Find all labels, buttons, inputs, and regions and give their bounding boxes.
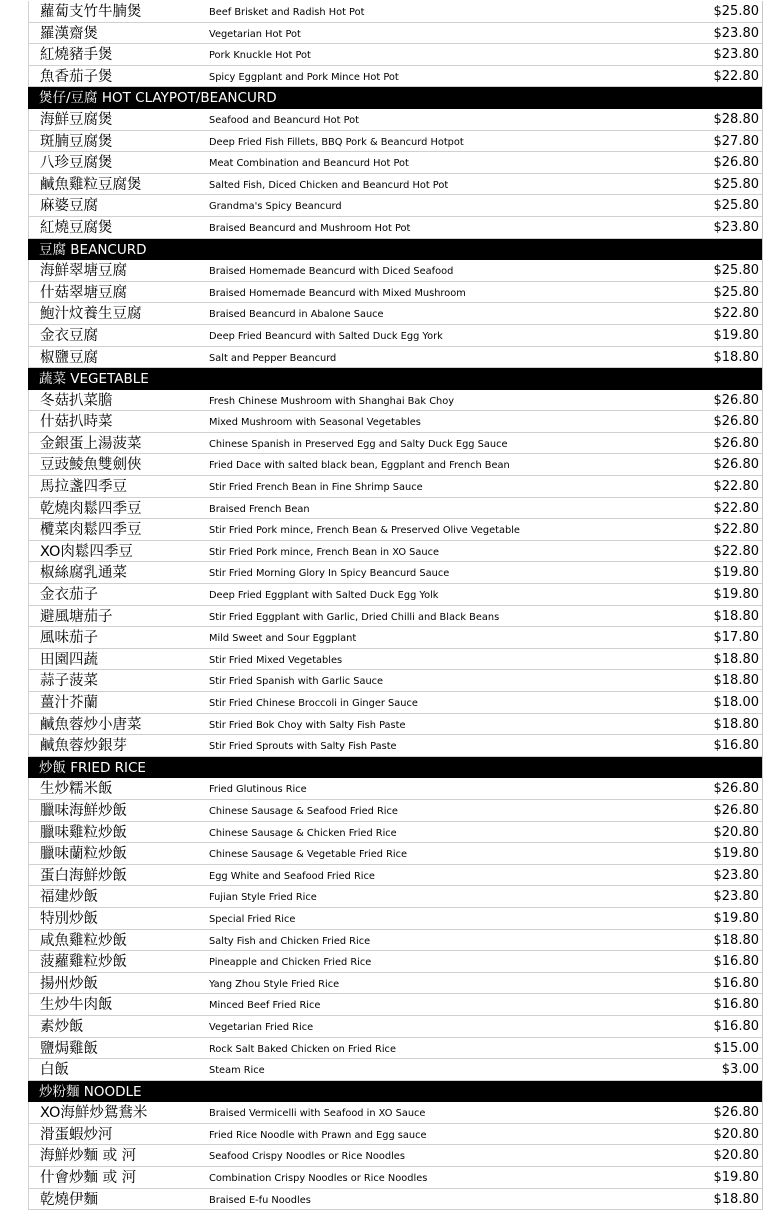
dish-price: $22.80 [713, 500, 759, 516]
menu-item-row [28, 347, 762, 369]
dish-price: $26.80 [713, 414, 759, 430]
dish-chinese-name: 紅燒豆腐煲 [40, 219, 113, 236]
section-title: 豆腐 BEANCURD [39, 241, 147, 258]
menu-item-row [28, 1167, 762, 1189]
dish-english-name: Salty Fish and Chicken Fried Rice [209, 935, 371, 947]
dish-chinese-name: 白飯 [40, 1062, 69, 1079]
dish-price: $26.80 [713, 392, 759, 408]
dish-chinese-name: 什菇扒時菜 [40, 414, 113, 431]
dish-price: $27.80 [713, 133, 759, 149]
dish-chinese-name: 特別炒飯 [40, 910, 98, 927]
dish-chinese-name: 素炒飯 [40, 1018, 84, 1035]
dish-english-name: Pineapple and Chicken Fried Rice [209, 957, 372, 969]
menu-item-row [28, 390, 762, 412]
dish-price: $26.80 [713, 457, 759, 473]
dish-english-name: Rock Salt Baked Chicken on Fried Rice [209, 1043, 396, 1055]
section-title: 炒粉麵 NOODLE [39, 1083, 142, 1100]
menu-item-row [28, 670, 762, 692]
dish-chinese-name: 滑蛋蝦炒河 [40, 1126, 113, 1143]
dish-english-name: Stir Fried Eggplant with Garlic, Dried Chilli and Black Beans [209, 611, 500, 623]
dish-english-name: Braised E-fu Noodles [209, 1194, 311, 1206]
menu-item-row [28, 606, 762, 628]
dish-chinese-name: 咸魚雞粒炒飯 [40, 932, 127, 949]
dish-english-name: Pork Knuckle Hot Pot [209, 50, 311, 62]
dish-price: $18.80 [713, 716, 759, 732]
dish-chinese-name: 金銀蛋上湯菠菜 [40, 435, 142, 452]
dish-chinese-name: 羅漢齋煲 [40, 25, 98, 42]
section-header [28, 1081, 762, 1103]
menu-item-row [28, 627, 762, 649]
dish-chinese-name: 臘味蘭粒炒飯 [40, 846, 127, 863]
dish-chinese-name: 魚香茄子煲 [40, 68, 113, 85]
menu-item-row [28, 411, 762, 433]
dish-chinese-name: 揚州炒飯 [40, 975, 98, 992]
dish-chinese-name: 豆豉鯪魚雙劍俠 [40, 457, 142, 474]
dish-price: $20.80 [713, 1126, 759, 1142]
dish-chinese-name: 蘿蔔支竹牛腩煲 [40, 4, 142, 20]
dish-english-name: Mild Sweet and Sour Eggplant [209, 633, 357, 645]
dish-price: $16.80 [713, 954, 759, 970]
dish-english-name: Seafood and Beancurd Hot Pot [209, 114, 360, 126]
dish-english-name: Stir Fried Pork mince, French Bean in XO Sauce [209, 546, 439, 558]
dish-price: $3.00 [721, 1062, 759, 1078]
dish-price: $22.80 [713, 479, 759, 495]
dish-chinese-name: 斑腩豆腐煲 [40, 133, 113, 150]
dish-chinese-name: 蒜子菠菜 [40, 673, 98, 690]
dish-chinese-name: 鹹魚蓉炒銀芽 [40, 738, 127, 755]
dish-english-name: Fujian Style Fried Rice [209, 892, 317, 904]
dish-chinese-name: 蛋白海鮮炒飯 [40, 867, 127, 884]
dish-price: $28.80 [713, 111, 759, 127]
menu-item-row [28, 908, 762, 930]
menu-item-row [28, 973, 762, 995]
dish-english-name: Stir Fried Spanish with Garlic Sauce [209, 676, 384, 688]
menu-item-row [28, 1, 762, 23]
dish-english-name: Deep Fried Beancurd with Salted Duck Egg York [209, 330, 443, 342]
dish-price: $19.80 [713, 1170, 759, 1186]
dish-chinese-name: 生炒牛肉飯 [40, 997, 113, 1014]
menu-item-row [28, 778, 762, 800]
dish-english-name: Chinese Sausage & Chicken Fried Rice [209, 827, 397, 839]
dish-chinese-name: 海鮮炒麵 或 河 [40, 1148, 137, 1165]
dish-price: $18.80 [713, 651, 759, 667]
menu-item-row [28, 433, 762, 455]
dish-price: $22.80 [713, 543, 759, 559]
menu-item-row [28, 800, 762, 822]
menu-item-row [28, 843, 762, 865]
menu-item-row [28, 325, 762, 347]
menu-item-row [28, 1189, 762, 1210]
section-title: 炒飯 FRIED RICE [39, 759, 146, 776]
menu-item-row [28, 174, 762, 196]
section-title: 蔬菜 VEGETABLE [39, 371, 149, 388]
menu-item-row [28, 584, 762, 606]
menu-item-row [28, 692, 762, 714]
menu-item-row [28, 1038, 762, 1060]
dish-price: $25.80 [713, 198, 759, 214]
dish-english-name: Egg White and Seafood Fried Rice [209, 870, 375, 882]
dish-english-name: Deep Fried Eggplant with Salted Duck Egg Yolk [209, 590, 439, 602]
menu-item-row [28, 1145, 762, 1167]
menu-item-row [28, 152, 762, 174]
dish-price: $26.80 [713, 802, 759, 818]
dish-price: $20.80 [713, 824, 759, 840]
dish-english-name: Stir Fried Chinese Broccoli in Ginger Sauce [209, 698, 418, 709]
dish-english-name: Stir Fried Mixed Vegetables [209, 654, 343, 666]
dish-price: $18.80 [713, 608, 759, 624]
dish-price: $23.80 [713, 867, 759, 883]
menu-item-row [28, 649, 762, 671]
dish-chinese-name: 鹹魚蓉炒小唐菜 [40, 716, 142, 733]
dish-english-name: Grandma's Spicy Beancurd [209, 201, 342, 213]
dish-price: $18.00 [713, 695, 759, 710]
menu-item-row [28, 109, 762, 131]
dish-chinese-name: 鹹魚雞粒豆腐煲 [40, 176, 142, 193]
dish-price: $16.80 [713, 1018, 759, 1034]
dish-price: $23.80 [713, 25, 759, 41]
dish-chinese-name: 福建炒飯 [40, 889, 98, 906]
dish-price: $19.80 [713, 910, 759, 926]
dish-price: $20.80 [713, 1148, 759, 1164]
dish-chinese-name: 海鮮翠塘豆腐 [40, 263, 127, 280]
dish-chinese-name: 椒絲腐乳通菜 [40, 565, 127, 582]
dish-english-name: Special Fried Rice [209, 913, 296, 925]
dish-english-name: Fried Rice Noodle with Prawn and Egg sauce [209, 1129, 427, 1141]
section-header [28, 239, 762, 261]
dish-english-name: Fresh Chinese Mushroom with Shanghai Bak Choy [209, 395, 455, 407]
dish-price: $26.80 [713, 435, 759, 451]
dish-chinese-name: 欖菜肉鬆四季豆 [40, 522, 142, 539]
dish-english-name: Beef Brisket and Radish Hot Pot [209, 7, 365, 18]
menu-item-row [28, 865, 762, 887]
dish-chinese-name: XO肉鬆四季豆 [40, 543, 133, 560]
dish-english-name: Chinese Spanish in Preserved Egg and Salty Duck Egg Sauce [209, 438, 508, 450]
dish-price: $22.80 [713, 68, 759, 84]
dish-chinese-name: 海鮮豆腐煲 [40, 111, 113, 128]
dish-price: $18.80 [713, 1191, 759, 1207]
menu-item-row [28, 498, 762, 520]
dish-price: $26.80 [713, 781, 759, 797]
dish-english-name: Vegetarian Fried Rice [209, 1021, 314, 1033]
dish-english-name: Mixed Mushroom with Seasonal Vegetables [209, 417, 421, 429]
dish-chinese-name: 避風塘茄子 [40, 608, 113, 625]
dish-chinese-name: 冬菇扒菜膽 [40, 392, 113, 409]
menu-item-row [28, 131, 762, 153]
dish-english-name: Braised Homemade Beancurd with Mixed Mushroom [209, 287, 466, 299]
menu-item-row [28, 454, 762, 476]
section-title: 煲仔/豆腐 HOT CLAYPOT/BEANCURD [39, 90, 277, 107]
dish-price: $16.80 [713, 975, 759, 991]
dish-chinese-name: 八珍豆腐煲 [40, 155, 113, 172]
dish-chinese-name: 乾燒肉鬆四季豆 [40, 500, 142, 517]
dish-price: $19.80 [713, 327, 759, 343]
menu-item-row [28, 66, 762, 88]
dish-english-name: Fried Dace with salted black bean, Eggplant and French Bean [209, 460, 510, 472]
menu-item-row [28, 217, 762, 239]
section-header [28, 87, 762, 109]
dish-english-name: Stir Fried Morning Glory In Spicy Beancurd Sauce [209, 568, 450, 580]
dish-chinese-name: 風味茄子 [40, 630, 98, 647]
dish-chinese-name: 金衣豆腐 [40, 327, 98, 344]
dish-english-name: Stir Fried Pork mince, French Bean & Preserved Olive Vegetable [209, 525, 520, 537]
dish-chinese-name: 田園四蔬 [40, 651, 98, 668]
dish-english-name: Fried Glutinous Rice [209, 784, 307, 796]
dish-price: $23.80 [713, 889, 759, 905]
dish-english-name: Chinese Sausage & Seafood Fried Rice [209, 805, 398, 817]
dish-chinese-name: 生炒糯米飯 [40, 781, 113, 798]
dish-english-name: Deep Fried Fish Fillets, BBQ Pork & Beancurd Hotpot [209, 136, 464, 148]
dish-english-name: Braised Homemade Beancurd with Diced Seafood [209, 266, 454, 278]
dish-english-name: Chinese Sausage & Vegetable Fried Rice [209, 849, 408, 861]
section-header [28, 368, 762, 390]
menu-item-row [28, 1016, 762, 1038]
menu-section-fried-rice [28, 757, 762, 1081]
menu-item-row [28, 886, 762, 908]
menu-item-row [28, 1102, 762, 1124]
dish-price: $25.80 [713, 284, 759, 300]
dish-price: $23.80 [713, 47, 759, 63]
dish-chinese-name: 金衣茄子 [40, 587, 98, 604]
dish-english-name: Stir Fried French Bean in Fine Shrimp Sauce [209, 482, 423, 494]
menu-item-row [28, 282, 762, 304]
menu-item-row [28, 1059, 762, 1081]
section-header [28, 757, 762, 779]
dish-chinese-name: 麻婆豆腐 [40, 198, 98, 215]
menu-item-row [28, 562, 762, 584]
menu-item-row [28, 951, 762, 973]
dish-price: $22.80 [713, 306, 759, 322]
dish-chinese-name: 什菇翠塘豆腐 [40, 284, 127, 301]
dish-price: $18.80 [713, 932, 759, 948]
dish-english-name: Braised Beancurd in Abalone Sauce [209, 309, 384, 321]
menu-item-row [28, 822, 762, 844]
menu-item-row [28, 476, 762, 498]
dish-english-name: Braised Beancurd and Mushroom Hot Pot [209, 222, 411, 234]
dish-price: $16.80 [713, 738, 759, 754]
dish-english-name: Steam Rice [209, 1065, 265, 1077]
dish-price: $22.80 [713, 522, 759, 538]
dish-chinese-name: 馬拉盞四季豆 [40, 479, 127, 496]
dish-chinese-name: 椒鹽豆腐 [40, 349, 98, 366]
dish-chinese-name: 薑汁芥蘭 [40, 695, 98, 711]
menu-section-beancurd [28, 239, 762, 369]
menu-item-row [28, 519, 762, 541]
menu-item-row [28, 1124, 762, 1146]
dish-price: $19.80 [713, 587, 759, 603]
menu-section-vegetable [28, 368, 762, 757]
dish-price: $25.80 [713, 4, 759, 19]
menu-item-row [28, 195, 762, 217]
dish-price: $25.80 [713, 176, 759, 192]
dish-english-name: Vegetarian Hot Pot [209, 28, 301, 40]
menu-section-noodle [28, 1081, 762, 1210]
dish-english-name: Braised French Bean [209, 503, 310, 515]
menu-table [28, 1, 763, 1210]
menu-item-row [28, 44, 762, 66]
menu-item-row [28, 303, 762, 325]
dish-chinese-name: 臘味雞粒炒飯 [40, 824, 127, 841]
dish-english-name: Salted Fish, Diced Chicken and Beancurd Hot Pot [209, 179, 449, 191]
dish-english-name: Stir Fried Bok Choy with Salty Fish Paste [209, 719, 406, 731]
dish-price: $17.80 [713, 630, 759, 646]
dish-chinese-name: 菠蘿雞粒炒飯 [40, 954, 127, 971]
dish-chinese-name: 鮑汁炆養生豆腐 [40, 306, 142, 323]
menu-item-row [28, 260, 762, 282]
menu-item-row [28, 714, 762, 736]
dish-price: $19.80 [713, 846, 759, 862]
dish-english-name: Salt and Pepper Beancurd [209, 352, 337, 364]
dish-english-name: Spicy Eggplant and Pork Mince Hot Pot [209, 71, 399, 83]
dish-english-name: Braised Vermicelli with Seafood in XO Sauce [209, 1108, 426, 1120]
dish-chinese-name: 乾燒伊麵 [40, 1191, 98, 1208]
dish-english-name: Yang Zhou Style Fried Rice [209, 978, 340, 990]
dish-english-name: Seafood Crispy Noodles or Rice Noodles [209, 1151, 405, 1163]
dish-chinese-name: XO海鮮炒鴛鴦米 [40, 1105, 148, 1122]
dish-english-name: Minced Beef Fried Rice [209, 1000, 321, 1012]
dish-price: $15.00 [713, 1040, 759, 1056]
dish-price: $26.80 [713, 1105, 759, 1121]
menu-item-row [28, 23, 762, 45]
dish-chinese-name: 臘味海鮮炒飯 [40, 802, 127, 819]
dish-price: $26.80 [713, 155, 759, 171]
dish-chinese-name: 紅燒豬手煲 [40, 47, 113, 64]
menu-item-row [28, 930, 762, 952]
dish-english-name: Stir Fried Sprouts with Salty Fish Paste [209, 741, 397, 753]
dish-english-name: Combination Crispy Noodles or Rice Noodles [209, 1173, 428, 1185]
menu-item-row [28, 541, 762, 563]
dish-price: $23.80 [713, 219, 759, 235]
dish-price: $18.80 [713, 673, 759, 689]
menu-item-row [28, 994, 762, 1016]
dish-chinese-name: 鹽焗雞飯 [40, 1040, 98, 1057]
dish-price: $25.80 [713, 263, 759, 279]
dish-english-name: Meat Combination and Beancurd Hot Pot [209, 158, 409, 170]
dish-chinese-name: 什會炒麵 或 河 [40, 1170, 137, 1187]
menu-section-hot-claypot-beancurd [28, 87, 762, 238]
menu-section-continued [28, 1, 762, 87]
dish-price: $19.80 [713, 565, 759, 581]
menu-item-row [28, 735, 762, 757]
dish-price: $18.80 [713, 349, 759, 365]
dish-price: $16.80 [713, 997, 759, 1013]
